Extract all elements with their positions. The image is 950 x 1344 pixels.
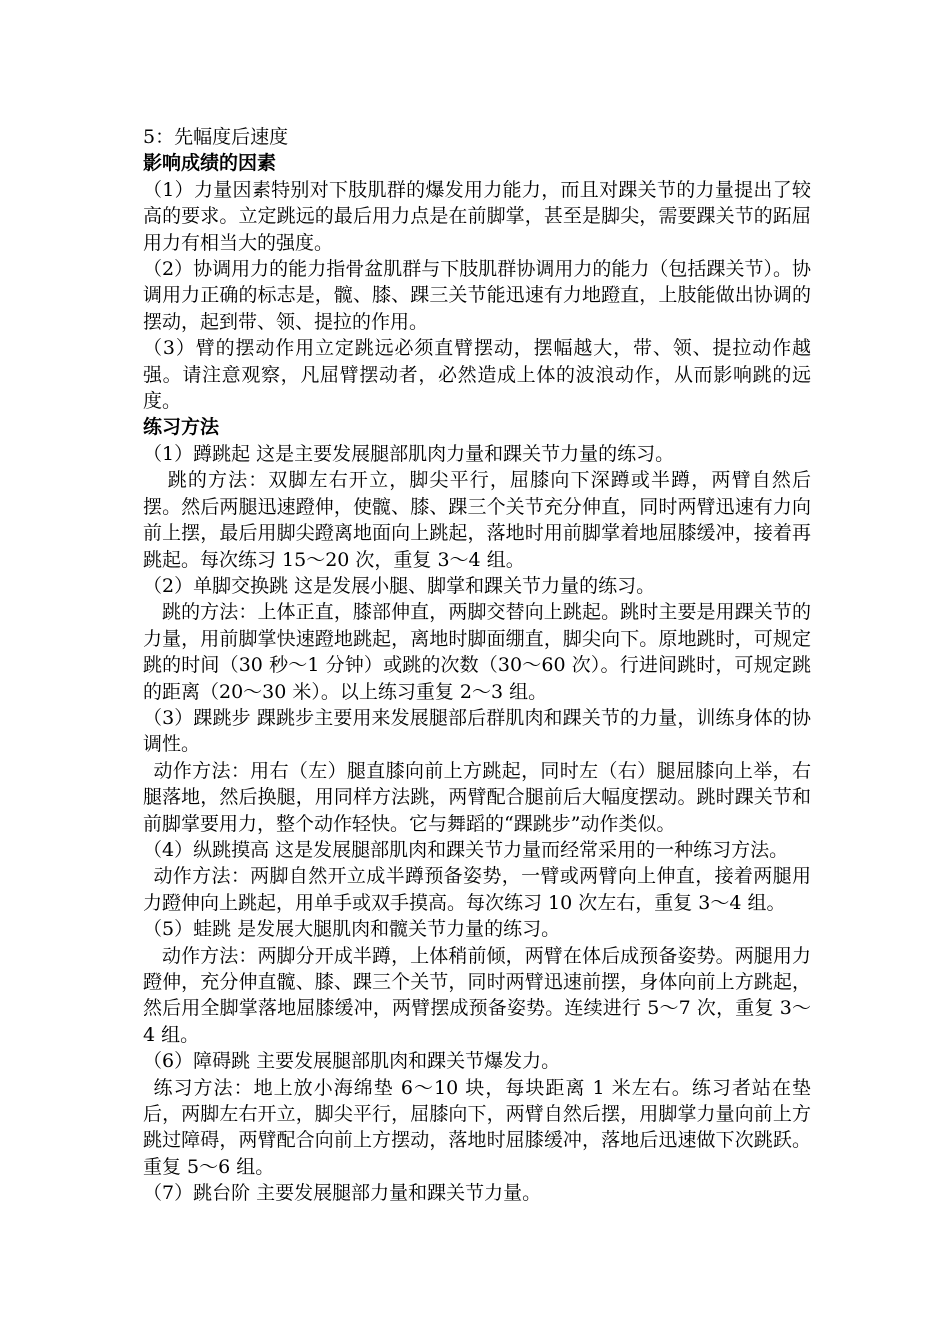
method-6-body: 练习方法：地上放小海绵垫 6～10 块，每块距离 1 米左右。练习者站在垫后，两脚左右开立，脚尖平行，屈膝向下，两臂自然后摆，用脚掌力量向前上方跳过障碍，两臂配合向前上方摆动，落地时屈膝缓冲，落地后迅速做下次跳跃。重复 5～6 组。: [143, 1076, 811, 1178]
factor-paragraph-1: （1）力量因素特别对下肢肌群的爆发用力能力，而且对踝关节的力量提出了较高的要求。立定跳远的最后用力点是在前脚掌，甚至是脚尖，需要踝关节的跖屈用力有相当大的强度。: [143, 178, 811, 254]
method-3-body: 动作方法：用右（左）腿直膝向前上方跳起，同时左（右）腿屈膝向上举，右腿落地，然后换腿，用同样方法跳，两臂配合腿前后大幅度摆动。跳时踝关节和前脚掌要用力，整个动作轻快。它与舞蹈的“踝跳步”动作类似。: [143, 759, 811, 835]
method-4-title: （4）纵跳摸高 这是发展腿部肌肉和踝关节力量而经常采用的一种练习方法。: [143, 838, 789, 861]
document-page: [143, 124, 811, 1207]
method-7-title: （7）跳台阶 主要发展腿部力量和踝关节力量。: [143, 1182, 542, 1205]
method-5-title: （5）蛙跳 是发展大腿肌肉和髋关节力量的练习。: [143, 918, 561, 941]
method-1-title: （1）蹲跳起 这是主要发展腿部肌肉力量和踝关节力量的练习。: [143, 442, 675, 465]
method-1-body: 跳的方法：双脚左右开立，脚尖平行，屈膝向下深蹲或半蹲，两臂自然后摆。然后两腿迅速蹬伸，使髋、膝、踝三个关节充分伸直，同时两臂迅速有力向前上摆，最后用脚尖蹬离地面向上跳起，落地时用前脚掌着地屈膝缓冲，接着再跳起。每次练习 15～20 次，重复 3～4 组。: [143, 469, 811, 571]
method-5-body: 动作方法：两脚分开成半蹲，上体稍前倾，两臂在体后成预备姿势。两腿用力蹬伸，充分伸直髋、膝、踝三个关节，同时两臂迅速前摆，身体向前上方跳起，然后用全脚掌落地屈膝缓冲，两臂摆成预备姿势。连续进行 5～7 次，重复 3～4 组。: [143, 944, 811, 1046]
method-2-body: 跳的方法：上体正直，膝部伸直，两脚交替向上跳起。跳时主要是用踝关节的力量，用前脚掌快速蹬地跳起，离地时脚面绷直，脚尖向下。原地跳时，可规定跳的时间（30 秒～1 分钟）或跳的次数（30～60 次）。行进间跳时，可规定跳的距离（20～30 米）。以上练习重复 2～3 组。: [143, 601, 811, 703]
factor-paragraph-2: （2）协调用力的能力指骨盆肌群与下肢肌群协调用力的能力（包括踝关节）。协调用力正确的标志是，髋、膝、踝三关节能迅速有力地蹬直，上肢能做出协调的摆动，起到带、领、提拉的作用。: [143, 258, 811, 333]
method-2-title: （2）单脚交换跳 这是发展小腿、脚掌和踝关节力量的练习。: [143, 574, 656, 597]
section-heading-methods: 练习方法: [143, 416, 220, 439]
method-3-title: （3）踝跳步 踝跳步主要用来发展腿部后群肌肉和踝关节的力量，训练身体的协调性。: [143, 706, 811, 756]
factor-paragraph-3: （3）臂的摆动作用立定跳远必须直臂摆动，摆幅越大，带、领、提拉动作越强。请注意观察，凡屈臂摆动者，必然造成上体的波浪动作，从而影响跳的远度。: [143, 337, 811, 413]
principle-line: 5：先幅度后速度: [143, 126, 289, 148]
method-6-title: （6）障碍跳 主要发展腿部肌肉和踝关节爆发力。: [143, 1050, 561, 1073]
section-heading-factors: 影响成绩的因素: [143, 152, 277, 175]
method-4-body: 动作方法：两脚自然开立成半蹲预备姿势，一臂或两臂向上伸直，接着两腿用力蹬伸向上跳起，用单手或双手摸高。每次练习 10 次左右，重复 3～4 组。: [143, 865, 811, 914]
